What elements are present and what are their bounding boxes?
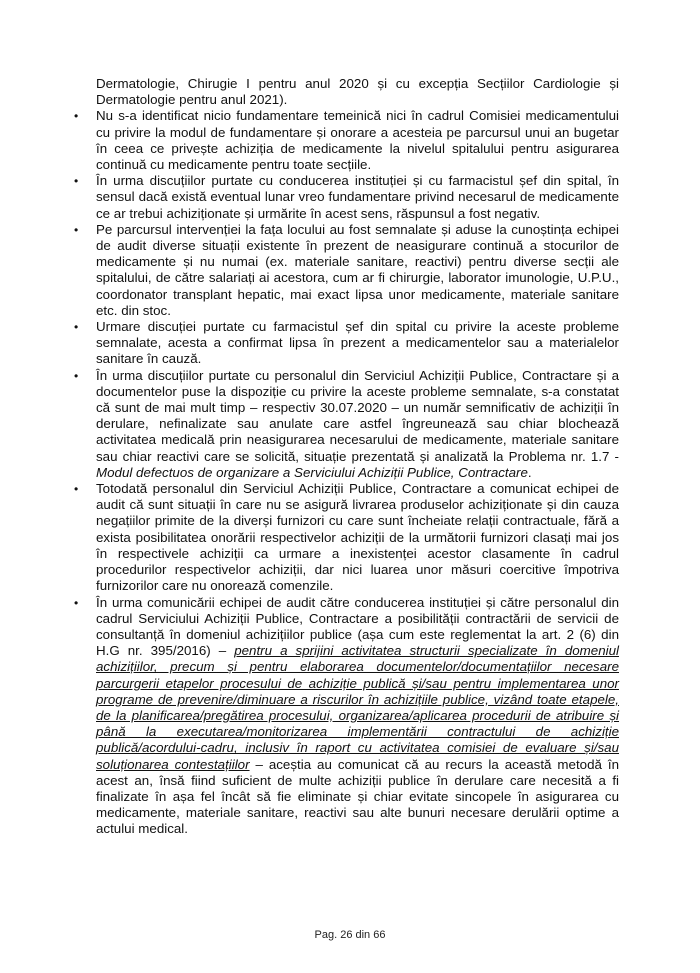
bullet-text: Totodată personalul din Serviciul Achiziții Publice, Contractare a comunicat echipei de audit că sunt situații în care nu se asigură livrarea produselor achiziționate și din cauza negațiilor primite de la diverși furnizori cu care sunt încheiate relații contractuale, fără a exista posibilitatea onorării respectivelor achiziții de la următorii furnizori clasați mai jos în respectivele achiziții ca urmare a inexistenței acestor clasamente în cadrul procedurilor respectivelor achiziții, dar nici luarea unor măsuri coercitive împotriva furnizorilor care nu onorează comenzile. <box>96 481 619 594</box>
bullet-text: În urma comunicării echipei de audit către conducerea instituției și către personalul din cadrul Serviciului Achiziții Publice, Contractare a posibilității contractării de servicii de consultanță în domeniul achizițiilor publice (așa cum este reglementat la art. 2 (6) din H.G nr. 395/2016) – <box>96 594 619 659</box>
bullet-text: Nu s-a identificat nicio fundamentare temeinică nici în cadrul Comisiei medicamentului cu privire la modul de fundamentare și onorare a acesteia pe parcursul unui an bugetar în ceea ce privește achiziția de medicamente la nivelul spitalului pentru asigurarea continuă cu medicamente pentru toate secțiile. <box>96 108 619 173</box>
bullet-text: În urma discuțiilor purtate cu personalul din Serviciul Achiziții Publice, Contractare și a documentelor puse la dispoziție cu privire la aceste probleme semnalate, s-a constatat că sunt de mai mult timp – respectiv 30.07.2020 – un număr semnificativ de achiziții în derulare, nefinalizate sau anulate care astfel îngreunează sau chiar blochează activitatea medicală prin neasigurarea necesarului de medicamente, materiale sanitare sau chiar reactivi care se solicită, situație prezentată și analizată la Problema nr. 1.7 - <box>96 367 619 464</box>
bullet-text-tail: – aceștia au comunicat că au recurs la această metodă în acest an, însă fiind suficient de multe achiziții publice în derulare care necesită a fi finalizate în așa fel încât să fie eliminate și chiar evitate sincopele în asigurarea cu medicamente, materiale sanitare, reactivi sau alte bunuri necesare derulării optime a actului medical. <box>96 756 619 837</box>
bullet-italic-reference: Modul defectuos de organizare a Serviciului Achiziții Publice, Contractare <box>96 464 528 480</box>
bullet-icon: • <box>74 320 79 335</box>
bullet-text: Pe parcursul intervenției la fața locului au fost semnalate și aduse la cunoștința echipei de audit diverse situații existente în prezent de neasigurare continuă a stocurilor de medicamente și nu numai (ex. materiale sanitare, reactivi) pentru diverse secții ale spitalului, de către salariați ai acestora, cum ar fi chirurgie, laborator imunologie, U.P.U., coordonator transplant hepatic, mai exact lipsa unor medicamente, materiale sanitare etc. din stoc. <box>96 221 619 318</box>
bullet-icon: • <box>74 595 79 610</box>
bullet-icon: • <box>74 222 79 237</box>
bullet-item-1 <box>74 108 619 173</box>
page-number-footer: Pag. 26 din 66 <box>314 929 386 941</box>
bullet-item-3 <box>74 221 619 319</box>
bullet-item-6 <box>74 481 619 594</box>
bullet-item-4 <box>74 319 619 368</box>
bullet-item-2 <box>74 173 619 222</box>
bullet-underlined-quote: pentru a sprijini activitatea structurii specializate în domeniul achizițiilor, precum și pentru elaborarea documentelor/documentațiilor necesare parcurgerii etapelor procesului de achiziție publică și/sau pentru implementarea unor programe de prevenire/diminuare a riscurilor în achizițiile publice, vizând toate etapele, de la planificarea/pregătirea procesului, organizarea/aplicarea procedurii de atribuire și până la executarea/monitorizarea implementării contractului de achiziție publică/acordului-cadru, inclusiv în raport cu activitatea comisiei de evaluare și/sau soluționarea contestațiilor <box>96 643 619 772</box>
bullet-item-7 <box>74 594 619 838</box>
document-body <box>74 76 619 838</box>
bullet-icon: • <box>74 368 79 383</box>
bullet-item-5 <box>74 367 619 481</box>
continuation-paragraph: Dermatologie, Chirugie I pentru anul 2020 și cu excepția Secțiilor Cardiologie și Dermatologie pentru anul 2021). <box>96 76 619 108</box>
bullet-icon: • <box>74 174 79 189</box>
bullet-text: Urmare discuției purtate cu farmacistul șef din spital cu privire la aceste probleme semnalate, acesta a confirmat lipsa în prezent a medicamentelor sau a materialelor sanitare în cauză. <box>96 319 619 367</box>
bullet-text-tail: . <box>527 464 532 480</box>
bullet-text: În urma discuțiilor purtate cu conducerea instituției și cu farmacistul șef din spital, în sensul dacă există eventual lunar vreo fundamentare privind necesarul de medicamente ce ar trebui achiziționate și urmărite în acest sens, răspunsul a fost negativ. <box>96 173 619 221</box>
bullet-icon: • <box>74 109 79 124</box>
bullet-icon: • <box>74 482 79 497</box>
